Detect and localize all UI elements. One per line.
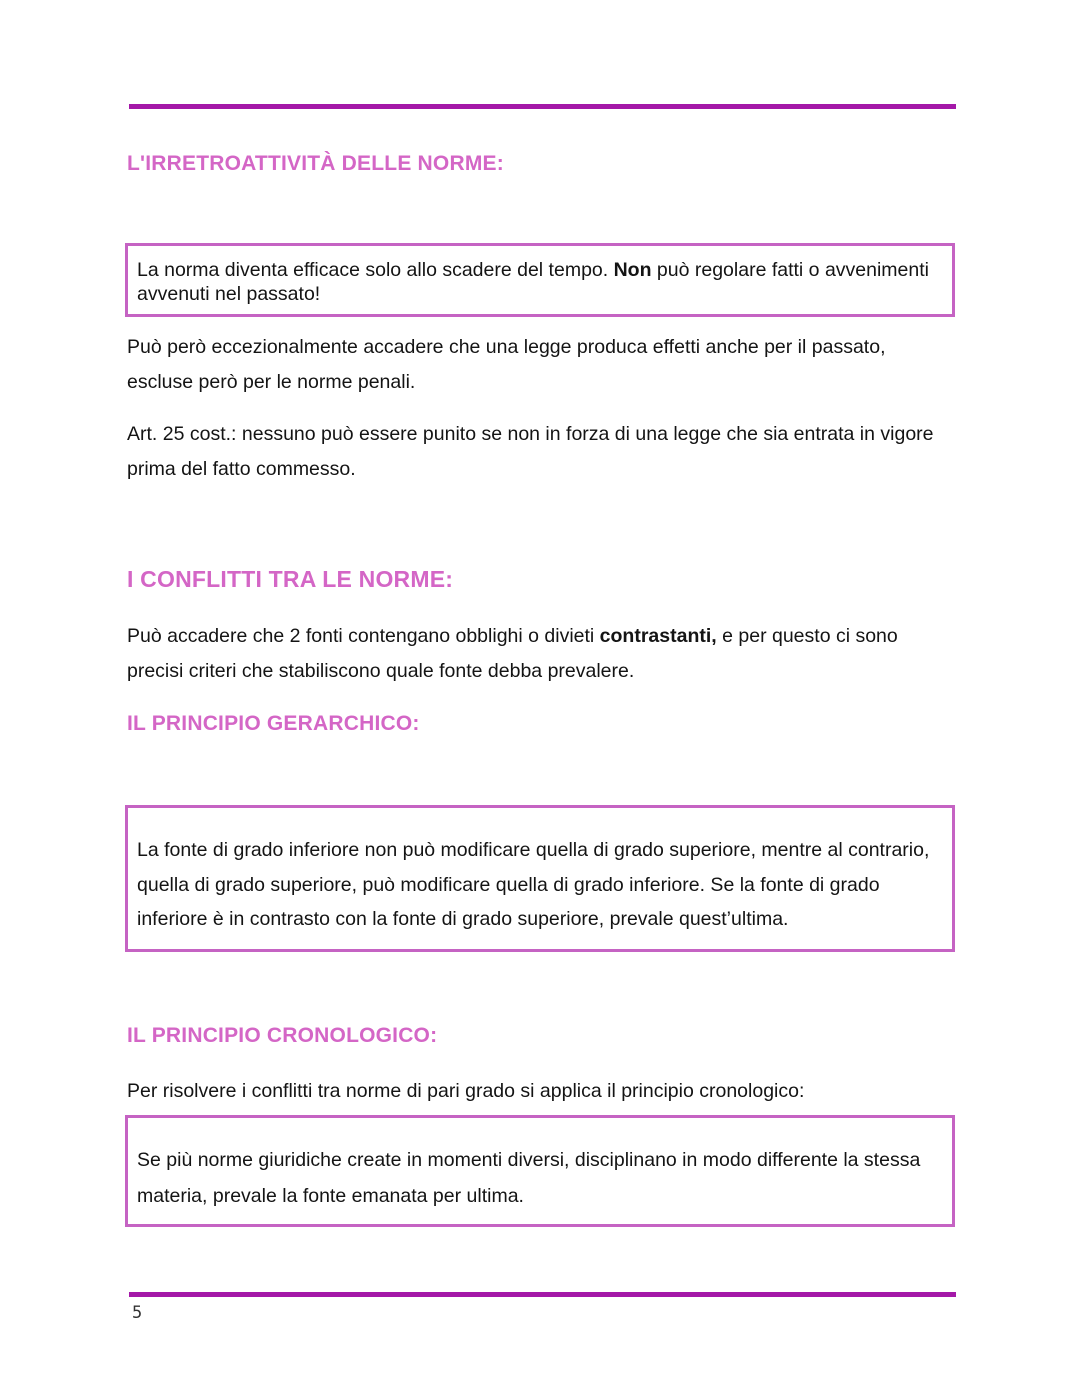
heading-cronologico: IL PRINCIPIO CRONOLOGICO: [127, 1024, 438, 1047]
page-number: 5 [132, 1303, 143, 1323]
heading-irretroattivita: L'IRRETROATTIVITÀ DELLE NORME: [127, 152, 504, 175]
paragraph-eccezione: Può però eccezionalmente accadere che una legge produca effetti anche per il passato, escluse però per le norme penali. [127, 336, 886, 393]
heading-gerarchico: IL PRINCIPIO GERARCHICO: [127, 712, 420, 735]
paragraph-art25: Art. 25 cost.: nessuno può essere punito se non in forza di una legge che sia entrata in vigore prima del fatto commesso. [127, 423, 934, 480]
emphasis-non: Non [613, 259, 652, 281]
heading-conflitti: I CONFLITTI TRA LE NORME: [127, 566, 454, 592]
definition-box-cronologico [125, 1115, 955, 1227]
paragraph-cronologico: Per risolvere i conflitti tra norme di pari grado si applica il principio cronologico: [127, 1080, 805, 1102]
top-divider [129, 104, 956, 109]
definition-text-cronologico: Se più norme giuridiche create in momenti diversi, disciplinano in modo differente la stessa materia, prevale la fonte emanata per ultima. [137, 1149, 921, 1207]
definition-text-gerarchico: La fonte di grado inferiore non può modificare quella di grado superiore, mentre al contrario, quella di grado superiore, può modificare quella di grado inferiore. Se la fonte di grado inferiore è in contrasto con la fonte di grado superiore, prevale quest’ultima. [137, 839, 930, 930]
definition-text-irretroattivita: La norma diventa efficace solo allo scadere del tempo. Non può regolare fatti o avvenimenti avvenuti nel passato! [137, 259, 929, 305]
emphasis-contrastanti: contrastanti, [599, 625, 717, 647]
definition-box-irretroattivita [125, 243, 955, 317]
paragraph-conflitti: Può accadere che 2 fonti contengano obblighi o divieti contrastanti, e per questo ci sono precisi criteri che stabiliscono quale fonte debba prevalere. [127, 625, 898, 682]
bottom-divider [129, 1292, 956, 1297]
definition-box-gerarchico [125, 805, 955, 952]
